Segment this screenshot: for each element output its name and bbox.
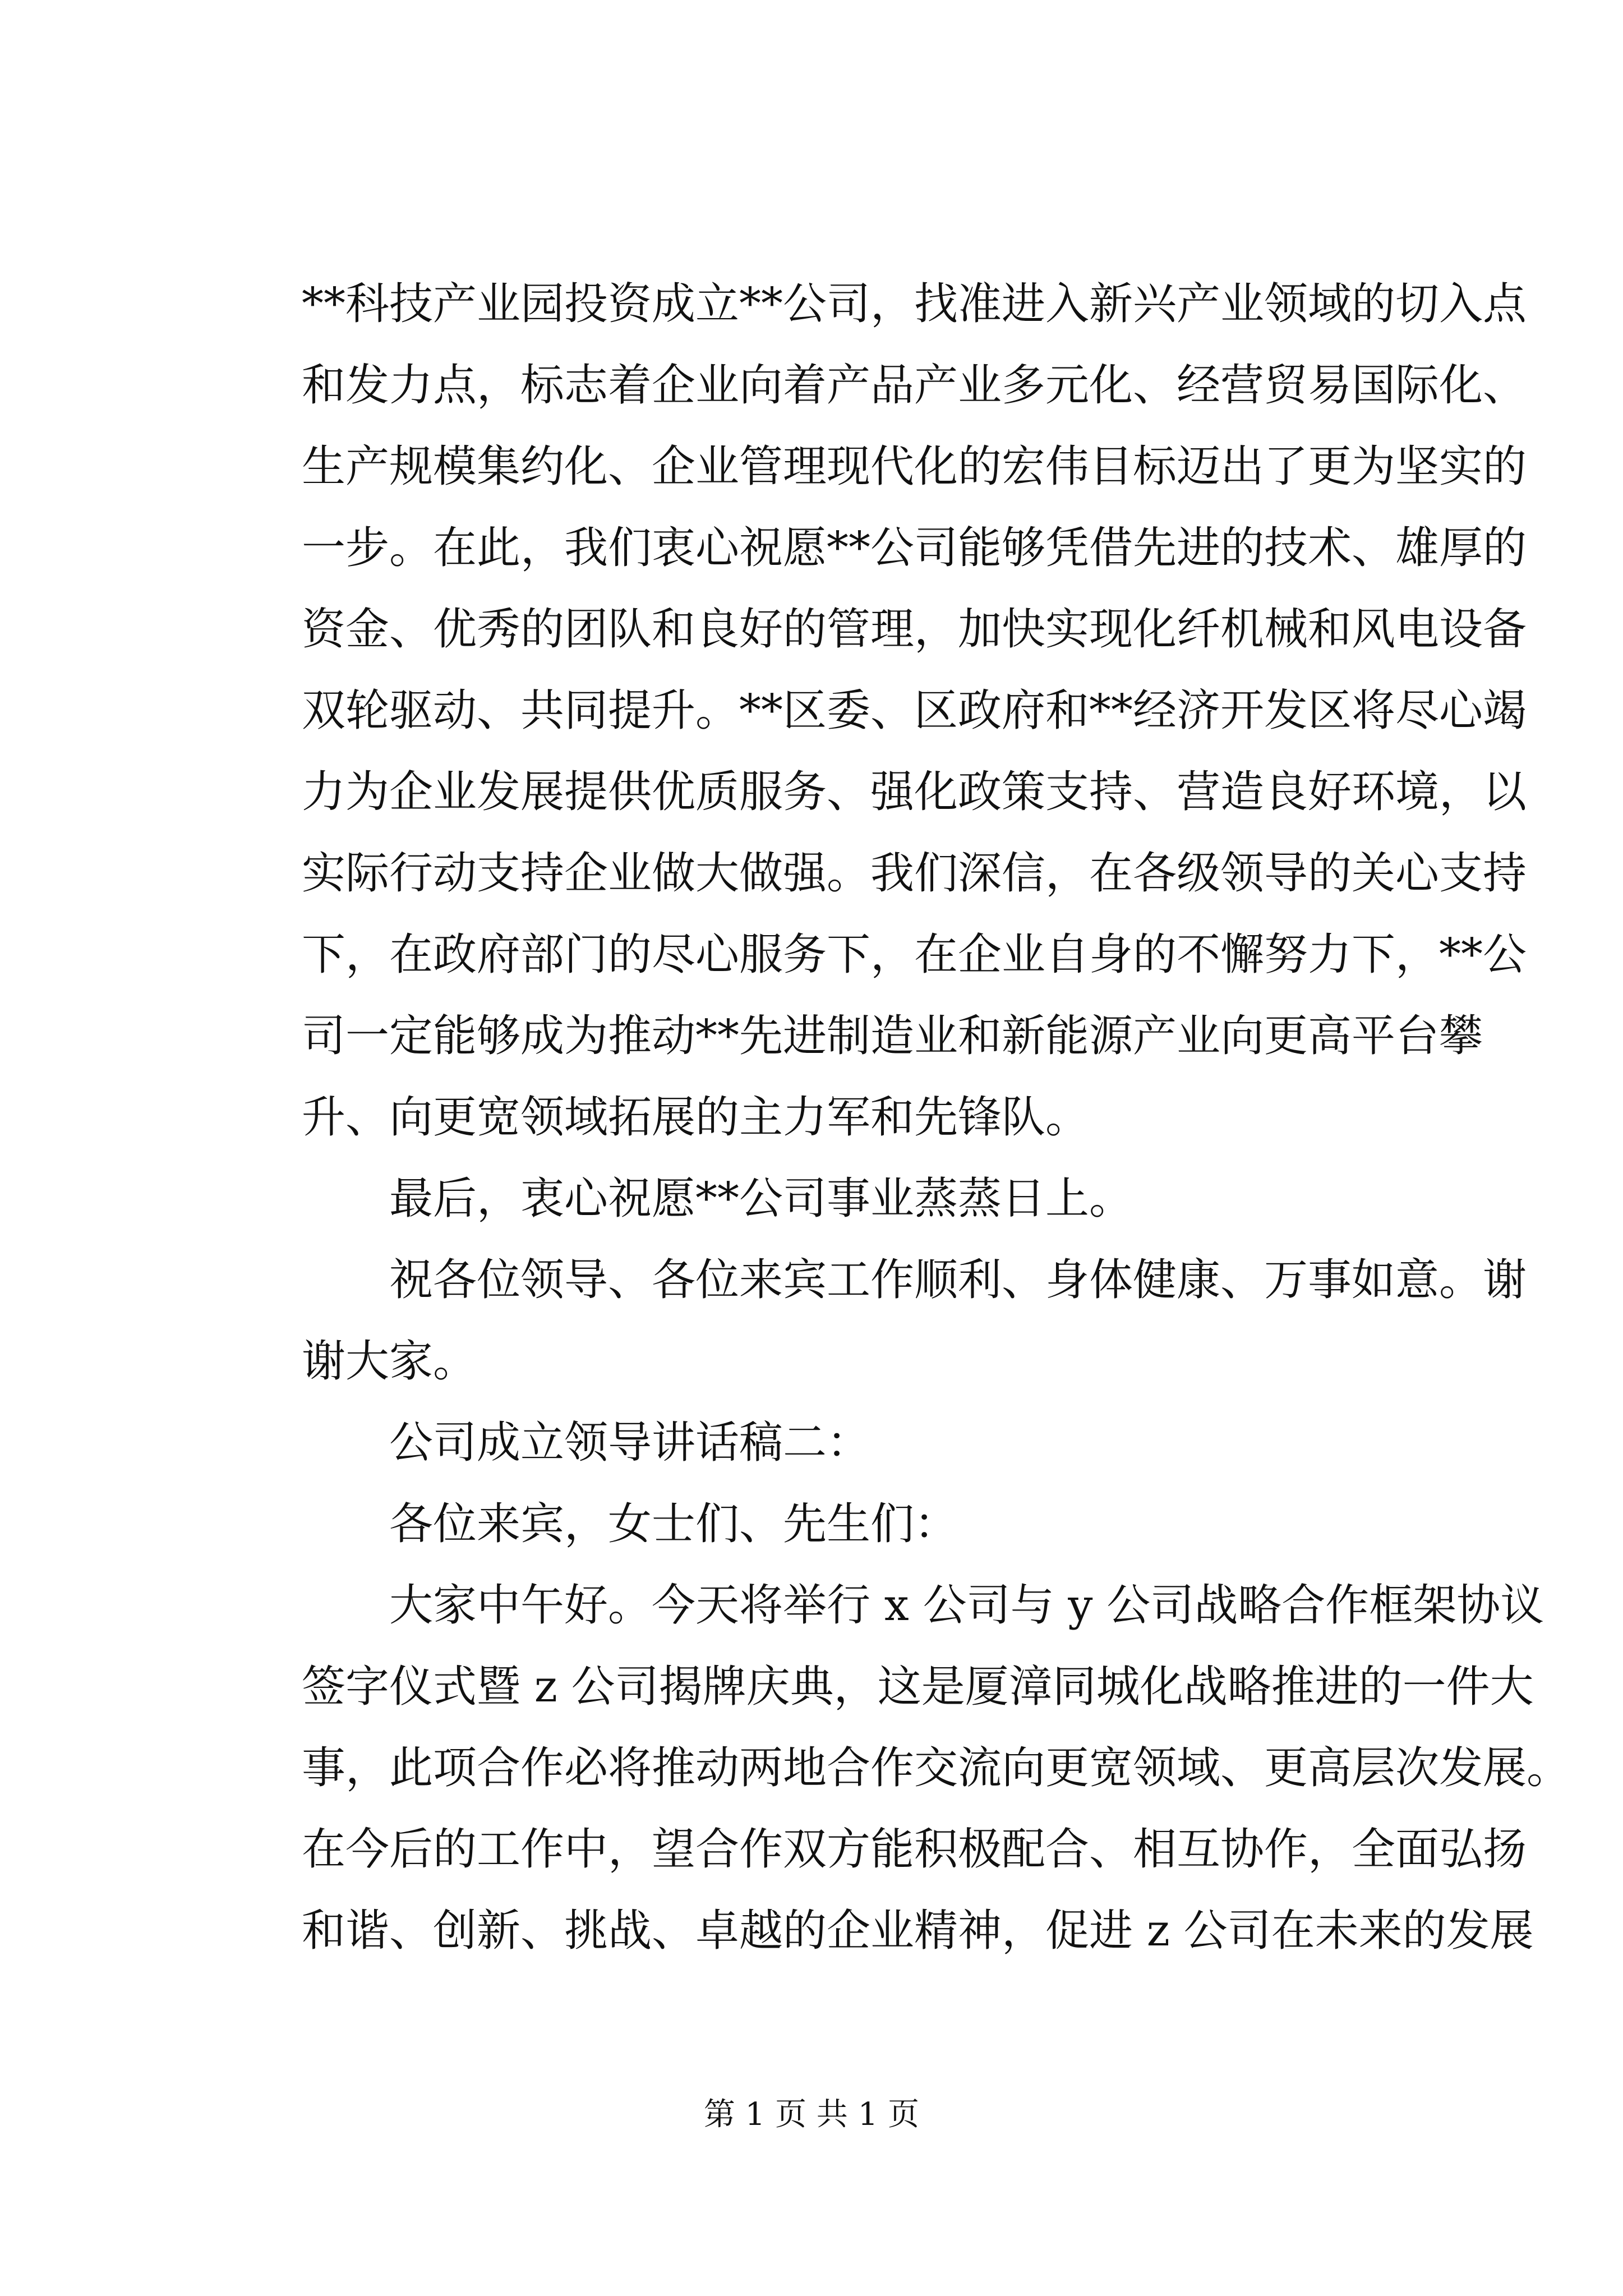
text-line: 资金、优秀的团队和良好的管理，加快实现化纤机械和风电设备 xyxy=(302,604,1527,655)
text-line: 在今后的工作中，望合作双方能积极配合、相互协作，全面弘扬 xyxy=(302,1824,1527,1875)
text-line: 双轮驱动、共同提升。**区委、区政府和**经济开发区将尽心竭 xyxy=(302,685,1527,736)
salutation: 各位来宾，女士们、先生们： xyxy=(389,1499,958,1549)
text-line: 生产规模集约化、企业管理现代化的宏伟目标迈出了更为坚实的 xyxy=(302,441,1527,492)
section-heading: 公司成立领导讲话稿二： xyxy=(389,1418,871,1468)
text-line: 祝各位领导、各位来宾工作顺利、身体健康、万事如意。谢 xyxy=(389,1255,1527,1305)
text-line: 和发力点，标志着企业向着产品产业多元化、经营贸易国际化、 xyxy=(302,360,1527,411)
text-line: 一步。在此，我们衷心祝愿**公司能够凭借先进的技术、雄厚的 xyxy=(302,523,1527,573)
paragraph-end-line: 谢大家。 xyxy=(302,1336,477,1387)
text-line: 事，此项合作必将推动两地合作交流向更宽领域、更高层次发展。 xyxy=(302,1743,1571,1793)
text-line: 大家中午好。今天将举行 x 公司与 y 公司战略合作框架协议 xyxy=(389,1580,1544,1631)
text-line: 下，在政府部门的尽心服务下，在企业自身的不懈努力下，**公 xyxy=(302,930,1527,980)
text-line: **科技产业园投资成立**公司，找准进入新兴产业领域的切入点 xyxy=(302,279,1527,329)
text-line: 和谐、创新、挑战、卓越的企业精神，促进 z 公司在未来的发展 xyxy=(302,1906,1534,1956)
page-number-footer: 第 1 页 共 1 页 xyxy=(703,2096,920,2133)
text-line: 签字仪式暨 z 公司揭牌庆典，这是厦漳同城化战略推进的一件大 xyxy=(302,1662,1534,1712)
closing-wish-paragraph: 最后，衷心祝愿**公司事业蒸蒸日上。 xyxy=(389,1174,1133,1224)
text-line: 实际行动支持企业做大做强。我们深信，在各级领导的关心支持 xyxy=(302,848,1527,899)
document-body xyxy=(302,264,1571,1972)
text-line: 力为企业发展提供优质服务、强化政策支持、营造良好环境，以 xyxy=(302,767,1527,817)
paragraph-end-line: 升、向更宽领域拓展的主力军和先锋队。 xyxy=(302,1092,1090,1143)
text-line: 司一定能够成为推动**先进制造业和新能源产业向更高平台攀 xyxy=(302,1011,1483,1061)
